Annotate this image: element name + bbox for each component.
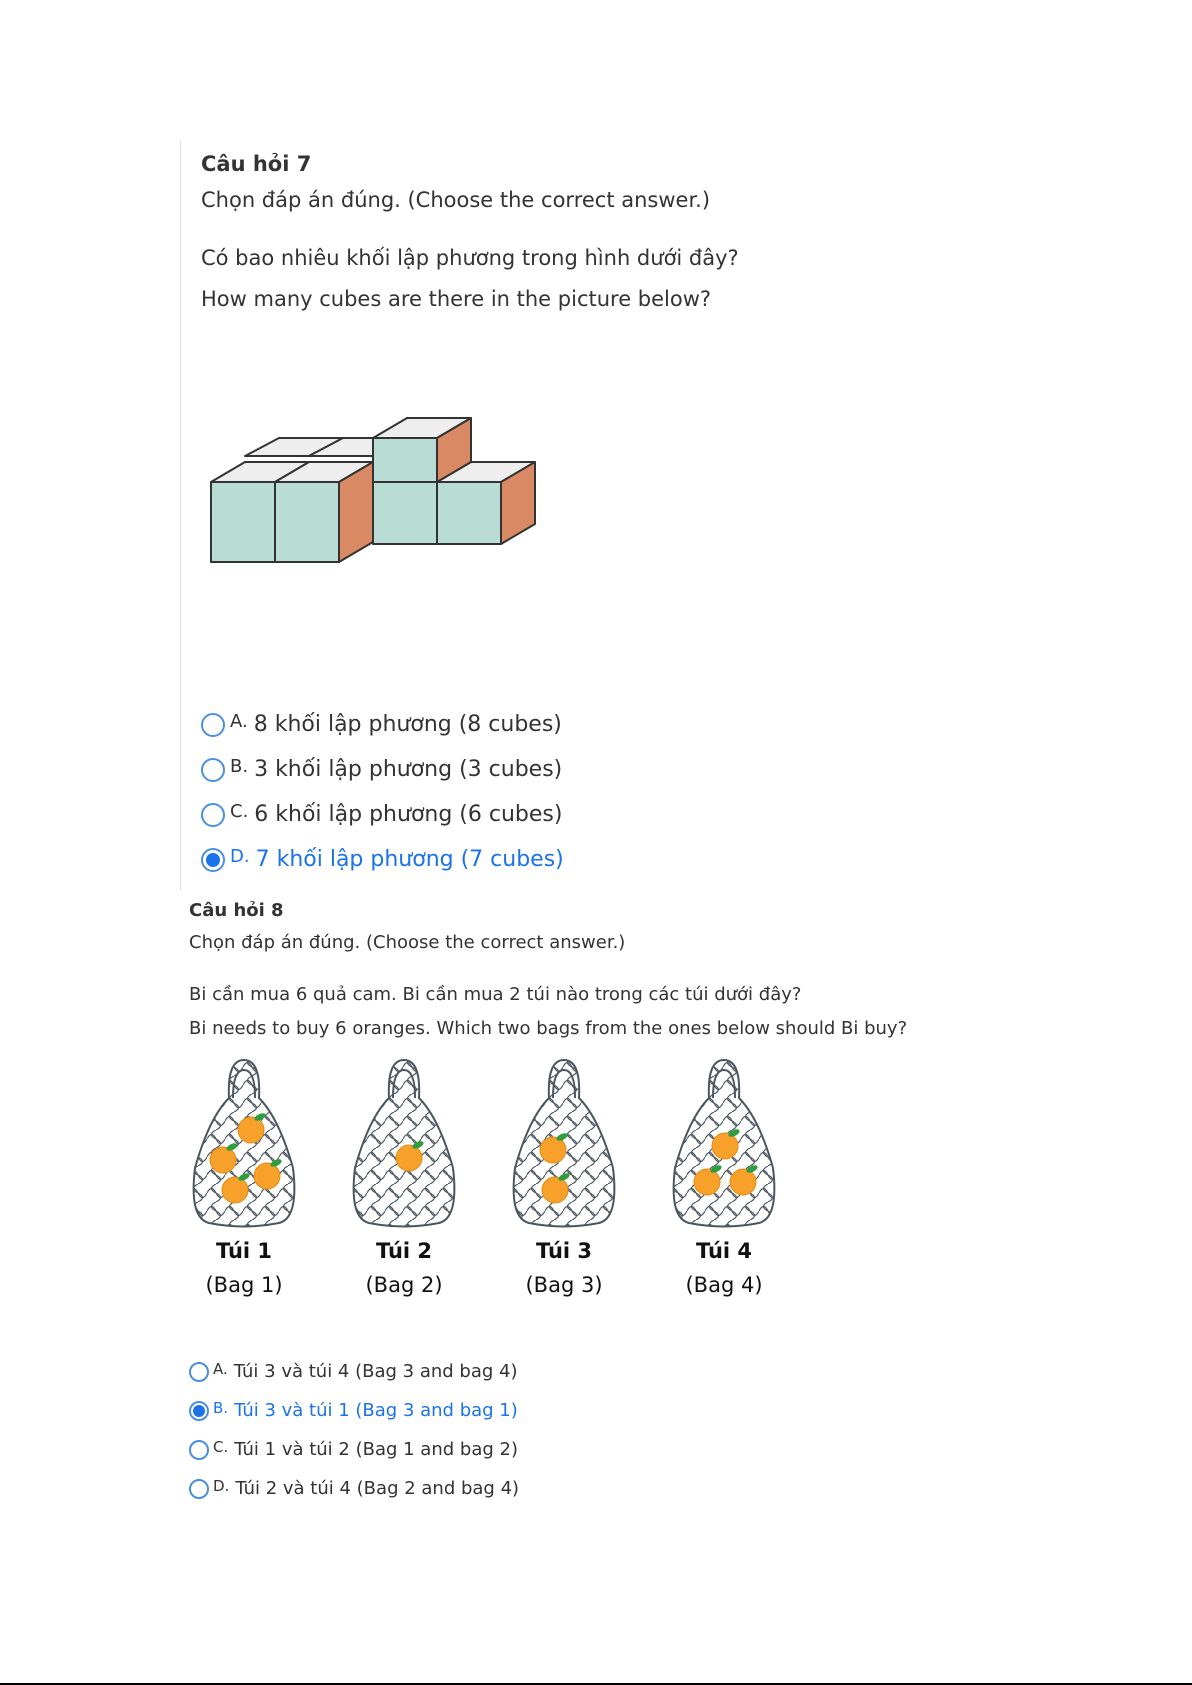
bag-label-en: (Bag 4) (685, 1273, 763, 1297)
radio-button[interactable] (201, 803, 225, 827)
radio-button[interactable] (201, 713, 225, 737)
bags-figure (189, 1058, 789, 1308)
bag-4 (674, 1060, 775, 1297)
bag-1 (194, 1060, 295, 1297)
question-prompt-vi: Bi cần mua 6 quả cam. Bi cần mua 2 túi nào trong các túi dưới đây? (189, 984, 802, 1005)
option-d[interactable] (201, 837, 564, 882)
question-title: Câu hỏi 7 (201, 152, 312, 176)
option-text: 6 khối lập phương (6 cubes) (254, 802, 563, 827)
bag-3 (514, 1060, 615, 1297)
bag-label: Túi 2 (375, 1239, 433, 1263)
radio-button[interactable] (189, 1362, 209, 1382)
orange-icon (540, 1137, 566, 1163)
question-prompt-vi: Có bao nhiêu khối lập phương trong hình dưới đây? (201, 246, 739, 270)
question-title: Câu hỏi 8 (189, 900, 284, 921)
option-letter: A. (230, 711, 248, 732)
option-text: 8 khối lập phương (8 cubes) (253, 712, 562, 737)
bag-label-en: (Bag 3) (525, 1273, 603, 1297)
net-bag-icon (354, 1060, 455, 1227)
orange-icon (238, 1117, 264, 1143)
bag-label-en: (Bag 2) (365, 1273, 443, 1297)
radio-button[interactable] (201, 758, 225, 782)
orange-icon (254, 1163, 280, 1189)
option-text: Túi 3 và túi 1 (Bag 3 and bag 1) (234, 1400, 518, 1421)
orange-icon (210, 1147, 236, 1173)
option-letter: D. (213, 1476, 230, 1495)
orange-icon (694, 1169, 720, 1195)
answer-options (201, 702, 564, 882)
cube-face (373, 482, 437, 544)
option-letter: D. (230, 846, 250, 867)
cube-face (373, 438, 437, 482)
radio-button-selected[interactable] (189, 1401, 209, 1421)
cubes-figure (201, 410, 561, 610)
bag-label: Túi 4 (695, 1239, 753, 1263)
option-c[interactable] (189, 1430, 519, 1469)
orange-icon (222, 1177, 248, 1203)
question-instruction: Chọn đáp án đúng. (Choose the correct answer.) (201, 188, 711, 212)
radio-button-selected[interactable] (201, 848, 225, 872)
bag-label: Túi 1 (215, 1239, 273, 1263)
orange-icon (396, 1145, 422, 1171)
option-c[interactable] (201, 792, 564, 837)
orange-icon (542, 1177, 568, 1203)
question-prompt-en: Bi needs to buy 6 oranges. Which two bags from the ones below should Bi buy? (189, 1018, 908, 1039)
option-letter: C. (230, 801, 249, 822)
option-text: Túi 1 và túi 2 (Bag 1 and bag 2) (234, 1439, 518, 1460)
bag-label: Túi 3 (535, 1239, 593, 1263)
option-text: Túi 3 và túi 4 (Bag 3 and bag 4) (233, 1361, 518, 1382)
option-letter: B. (213, 1398, 229, 1417)
bag-2 (354, 1060, 455, 1297)
question-prompt-en: How many cubes are there in the picture below? (201, 287, 712, 311)
question-7 (180, 140, 941, 890)
option-b[interactable] (189, 1391, 519, 1430)
question-instruction: Chọn đáp án đúng. (Choose the correct answer.) (189, 932, 626, 953)
orange-icon (712, 1133, 738, 1159)
orange-icon (730, 1169, 756, 1195)
option-b[interactable] (201, 747, 564, 792)
bag-label-en: (Bag 1) (205, 1273, 283, 1297)
option-letter: C. (213, 1437, 229, 1456)
net-bag-icon (194, 1060, 295, 1227)
option-text: 3 khối lập phương (3 cubes) (254, 757, 563, 782)
answer-options (189, 1352, 519, 1508)
option-letter: A. (213, 1359, 228, 1378)
cube-face (211, 482, 275, 562)
option-a[interactable] (189, 1352, 519, 1391)
option-letter: B. (230, 756, 249, 777)
radio-button[interactable] (189, 1440, 209, 1460)
radio-button[interactable] (189, 1479, 209, 1499)
question-8 (189, 898, 989, 1518)
cube-face (437, 482, 501, 544)
option-d[interactable] (189, 1469, 519, 1508)
option-a[interactable] (201, 702, 564, 747)
option-text: 7 khối lập phương (7 cubes) (255, 847, 564, 872)
cube-face (275, 482, 339, 562)
option-text: Túi 2 và túi 4 (Bag 2 and bag 4) (235, 1478, 520, 1499)
